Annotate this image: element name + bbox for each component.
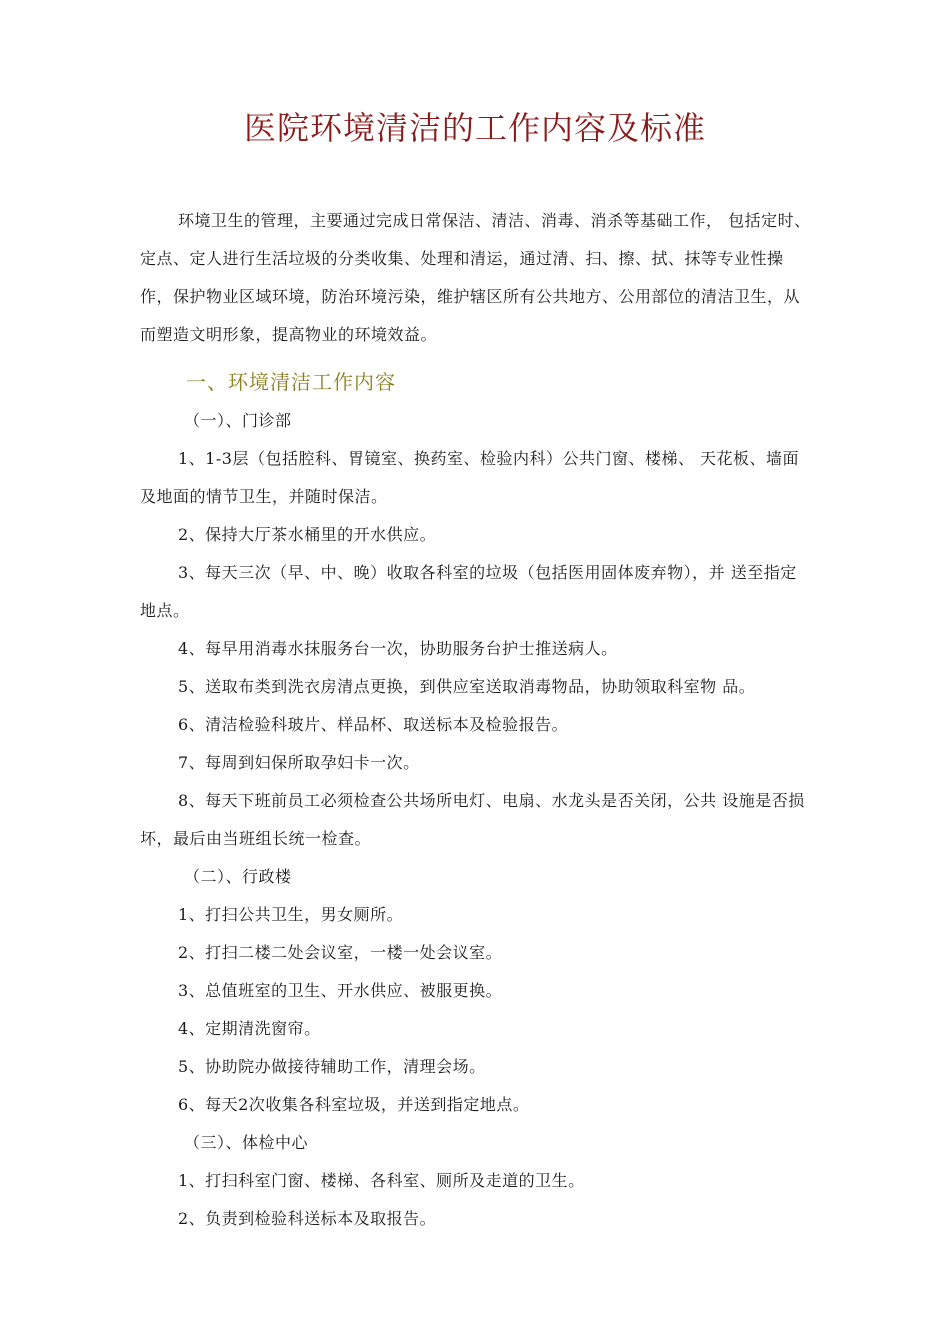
list-item: 8、每天下班前员工必须检查公共场所电灯、电扇、水龙头是否关闭，公共 设施是否损坏，最后由当班组长统一检查。 — [140, 791, 805, 848]
list-item: 2、打扫二楼二处会议室，一楼一处会议室。 — [178, 943, 503, 962]
list-item: 1、打扫科室门窗、楼梯、各科室、厕所及走道的卫生。 — [178, 1171, 585, 1190]
section-body — [140, 402, 812, 1238]
list-item: 5、送取布类到洗衣房清点更换，到供应室送取消毒物品，协助领取科室物 品。 — [178, 677, 756, 696]
list-item: 2、负责到检验科送标本及取报告。 — [178, 1209, 437, 1228]
list-item: 1、打扫公共卫生，男女厕所。 — [178, 905, 404, 924]
list-item: 5、协助院办做接待辅助工作，清理会场。 — [178, 1057, 486, 1076]
section-heading: 一、环境清洁工作内容 — [186, 370, 396, 394]
list-item: 3、每天三次（早、中、晚）收取各科室的垃圾（包括医用固体废弃物），并 送至指定地点。 — [140, 563, 797, 620]
subsection-title-admin: （二）、行政楼 — [184, 867, 292, 886]
subsection-title-outpatient: （一）、门诊部 — [184, 411, 292, 430]
page-title: 医院环境清洁的工作内容及标准 — [243, 109, 706, 147]
list-item: 1、1-3层（包括腔科、胃镜室、换药室、检验内科）公共门窗、楼梯、 天花板、墙面及地面的情节卫生，并随时保洁。 — [140, 449, 800, 506]
list-item: 3、总值班室的卫生、开水供应、被服更换。 — [178, 981, 503, 1000]
list-item: 7、每周到妇保所取孕妇卡一次。 — [178, 753, 420, 772]
list-item: 6、清洁检验科玻片、样品杯、取送标本及检验报告。 — [178, 715, 569, 734]
list-item: 4、定期清洗窗帘。 — [178, 1019, 321, 1038]
list-item: 2、保持大厅茶水桶里的开水供应。 — [178, 525, 437, 544]
intro-paragraph: 环境卫生的管理，主要通过完成日常保洁、清洁、消毒、消杀等基础工作， 包括定时、定点、定人进行生活垃圾的分类收集、处理和清运，通过清、扫、擦、拭、抹等专业性操作，保护物业区域环境，防治环境污染，维护辖区所有公共地方、公用部位的清洁卫生，从而塑造文明形象，提高物业的环境效益。 — [140, 211, 811, 344]
list-item: 4、每早用消毒水抹服务台一次，协助服务台护士推送病人。 — [178, 639, 618, 658]
subsection-title-checkup: （三）、体检中心 — [184, 1133, 309, 1152]
list-item: 6、每天2次收集各科室垃圾，并送到指定地点。 — [178, 1095, 530, 1114]
